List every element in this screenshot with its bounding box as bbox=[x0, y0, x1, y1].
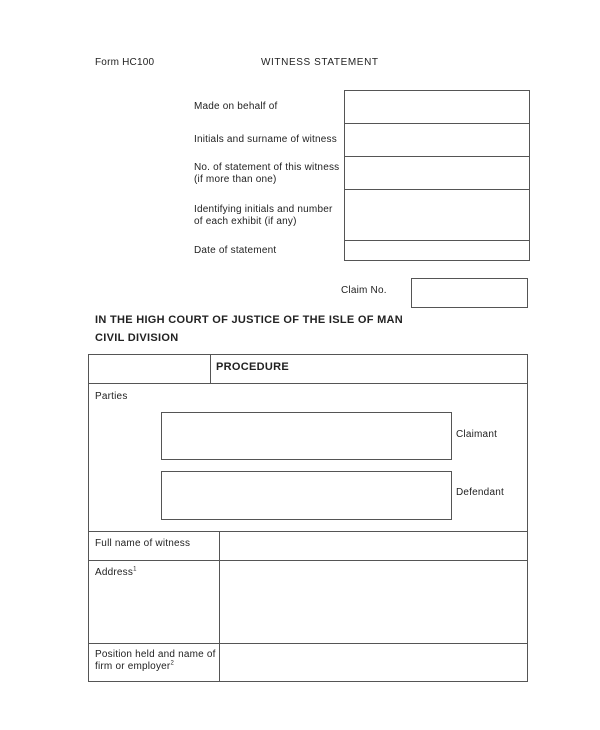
full-name-input[interactable] bbox=[220, 532, 527, 559]
parties-label: Parties bbox=[95, 391, 128, 402]
exhibit-label-line1: Identifying initials and number bbox=[194, 204, 333, 215]
made-on-behalf-input[interactable] bbox=[345, 91, 529, 122]
exhibit-label-line2: of each exhibit (if any) bbox=[194, 216, 297, 227]
claim-number-input[interactable] bbox=[412, 279, 527, 307]
claimant-input[interactable] bbox=[162, 413, 451, 459]
statement-number-input[interactable] bbox=[345, 157, 529, 188]
court-division: CIVIL DIVISION bbox=[95, 332, 179, 344]
procedure-ref-input[interactable] bbox=[89, 355, 209, 382]
form-code: Form HC100 bbox=[95, 57, 155, 68]
court-name: IN THE HIGH COURT OF JUSTICE OF THE ISLE OF MAN bbox=[95, 314, 404, 326]
address-label-text: Address bbox=[95, 567, 134, 578]
date-of-statement-label: Date of statement bbox=[194, 245, 277, 256]
initials-surname-input[interactable] bbox=[345, 124, 529, 155]
divider bbox=[88, 383, 528, 384]
statement-number-label-line2: (if more than one) bbox=[194, 174, 277, 185]
page-title: WITNESS STATEMENT bbox=[261, 57, 379, 68]
claim-number-label: Claim No. bbox=[341, 285, 387, 296]
claimant-label: Claimant bbox=[456, 429, 498, 440]
exhibit-identifier-input[interactable] bbox=[345, 190, 529, 239]
full-name-label: Full name of witness bbox=[95, 538, 191, 549]
position-employer-input[interactable] bbox=[220, 644, 527, 681]
divider bbox=[210, 354, 211, 383]
statement-number-label-line1: No. of statement of this witness bbox=[194, 162, 340, 173]
position-label-line2 bbox=[95, 661, 174, 673]
defendant-input[interactable] bbox=[162, 472, 451, 519]
address-input[interactable] bbox=[220, 561, 527, 642]
procedure-heading: PROCEDURE bbox=[216, 361, 289, 373]
position-footnote: 2 bbox=[170, 660, 174, 667]
address-label bbox=[95, 567, 137, 579]
position-label-text: firm or employer bbox=[95, 661, 171, 672]
made-on-behalf-label: Made on behalf of bbox=[194, 101, 278, 112]
defendant-label: Defendant bbox=[456, 487, 504, 498]
address-footnote: 1 bbox=[133, 566, 137, 573]
date-of-statement-input[interactable] bbox=[345, 241, 529, 260]
position-label-line1: Position held and name of bbox=[95, 649, 216, 660]
initials-surname-label: Initials and surname of witness bbox=[194, 134, 337, 145]
